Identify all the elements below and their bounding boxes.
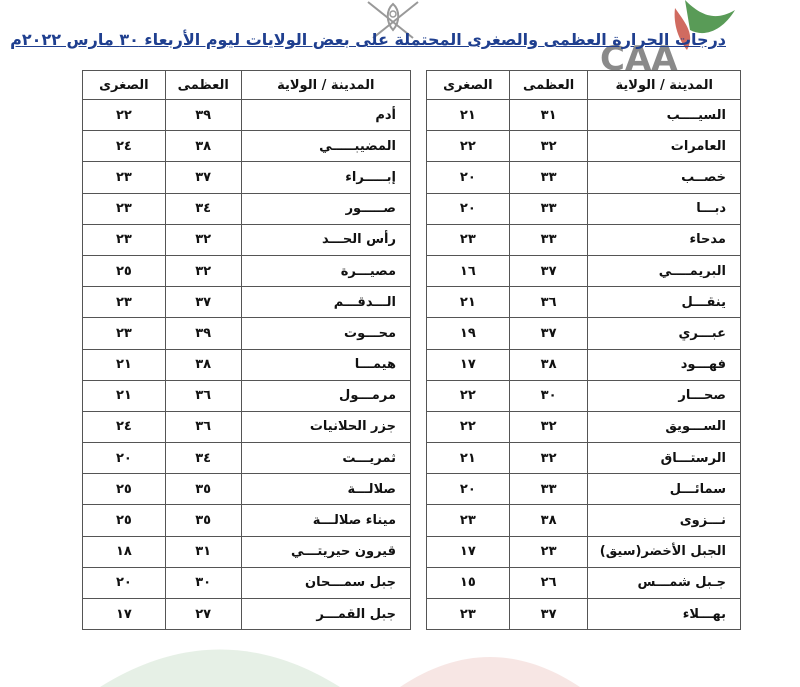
cell-min: ٢١ xyxy=(83,380,166,411)
table-row xyxy=(83,567,411,598)
table-row xyxy=(427,224,741,255)
cell-city: جـبل شمـــس xyxy=(588,567,741,598)
cell-max: ٣٩ xyxy=(165,318,241,349)
cell-min: ٢٣ xyxy=(83,318,166,349)
cell-min: ٢٣ xyxy=(427,599,510,630)
cell-max: ٢٧ xyxy=(165,599,241,630)
cell-city: البريمــــي xyxy=(588,255,741,286)
cell-min: ٢٣ xyxy=(83,287,166,318)
table-row xyxy=(83,287,411,318)
header-max: العظمى xyxy=(165,71,241,100)
cell-max: ٣٠ xyxy=(509,380,588,411)
table-row xyxy=(83,131,411,162)
cell-min: ٢٣ xyxy=(83,162,166,193)
cell-max: ٣٣ xyxy=(509,193,588,224)
cell-max: ٣٨ xyxy=(165,349,241,380)
table-row xyxy=(83,380,411,411)
temperature-table-left xyxy=(82,70,411,630)
cell-city: جبل القمـــر xyxy=(241,599,410,630)
cell-city: خصــب xyxy=(588,162,741,193)
cell-city: الســـويق xyxy=(588,411,741,442)
cell-max: ٣١ xyxy=(165,536,241,567)
table-row xyxy=(427,474,741,505)
cell-max: ٣٣ xyxy=(509,224,588,255)
cell-min: ٢٠ xyxy=(427,474,510,505)
cell-min: ١٦ xyxy=(427,255,510,286)
table-row xyxy=(427,131,741,162)
cell-min: ٢٠ xyxy=(427,162,510,193)
cell-max: ٣٨ xyxy=(509,505,588,536)
cell-max: ٣٧ xyxy=(509,599,588,630)
cell-min: ٢١ xyxy=(427,287,510,318)
cell-max: ٣٨ xyxy=(165,131,241,162)
cell-city: مدحاء xyxy=(588,224,741,255)
cell-max: ٣٤ xyxy=(165,443,241,474)
table-row xyxy=(427,599,741,630)
cell-max: ٢٣ xyxy=(509,536,588,567)
table-row xyxy=(427,318,741,349)
cell-city: جزر الحلانيات xyxy=(241,411,410,442)
cell-min: ٢٤ xyxy=(83,131,166,162)
cell-max: ٣٥ xyxy=(165,505,241,536)
table-row xyxy=(83,474,411,505)
cell-min: ١٩ xyxy=(427,318,510,349)
cell-city: ميناء صلالـــة xyxy=(241,505,410,536)
cell-min: ٢٢ xyxy=(427,380,510,411)
watermark-logo xyxy=(100,627,700,687)
cell-max: ٣٣ xyxy=(509,474,588,505)
cell-city: دبـــا xyxy=(588,193,741,224)
cell-city: العامرات xyxy=(588,131,741,162)
caa-logo-text: CAA xyxy=(600,39,678,78)
cell-city: فهـــود xyxy=(588,349,741,380)
cell-max: ٣٤ xyxy=(165,193,241,224)
table-row xyxy=(83,505,411,536)
cell-min: ٢٠ xyxy=(427,193,510,224)
cell-min: ٢٣ xyxy=(83,193,166,224)
cell-city: مرمـــول xyxy=(241,380,410,411)
cell-city: مصيـــرة xyxy=(241,255,410,286)
cell-min: ١٧ xyxy=(83,599,166,630)
table-row xyxy=(427,193,741,224)
table-row xyxy=(427,380,741,411)
cell-min: ١٨ xyxy=(83,536,166,567)
cell-min: ٢٠ xyxy=(83,443,166,474)
cell-city: سمائـــل xyxy=(588,474,741,505)
cell-city: الجبل الأخضر(سيق) xyxy=(588,536,741,567)
cell-city: بهـــلاء xyxy=(588,599,741,630)
table-header-row xyxy=(427,71,741,100)
table-row xyxy=(83,318,411,349)
table-row xyxy=(83,162,411,193)
cell-min: ٢٣ xyxy=(427,224,510,255)
cell-max: ٢٦ xyxy=(509,567,588,598)
cell-max: ٣٢ xyxy=(165,255,241,286)
cell-city: أدم xyxy=(241,100,410,131)
table-row xyxy=(427,505,741,536)
cell-city: هيمـــا xyxy=(241,349,410,380)
table-row xyxy=(83,100,411,131)
table-row xyxy=(83,599,411,630)
cell-max: ٣٢ xyxy=(509,131,588,162)
cell-min: ١٧ xyxy=(427,536,510,567)
cell-max: ٣٦ xyxy=(165,380,241,411)
cell-max: ٣٢ xyxy=(509,411,588,442)
cell-min: ٢٣ xyxy=(427,505,510,536)
cell-min: ٢١ xyxy=(83,349,166,380)
temperature-table-right xyxy=(426,70,741,630)
cell-min: ٢١ xyxy=(427,100,510,131)
cell-min: ١٧ xyxy=(427,349,510,380)
cell-min: ١٥ xyxy=(427,567,510,598)
table-row xyxy=(83,193,411,224)
cell-min: ٢٢ xyxy=(83,100,166,131)
cell-city: صلالـــة xyxy=(241,474,410,505)
cell-max: ٣٦ xyxy=(165,411,241,442)
cell-min: ٢٠ xyxy=(83,567,166,598)
header-city: المدينة / الولاية xyxy=(241,71,410,100)
cell-min: ٢٥ xyxy=(83,474,166,505)
cell-max: ٣٨ xyxy=(509,349,588,380)
cell-city: صـــــور xyxy=(241,193,410,224)
cell-max: ٣١ xyxy=(509,100,588,131)
table-row xyxy=(83,536,411,567)
cell-city: السيــــب xyxy=(588,100,741,131)
cell-city: جبل سمـــحان xyxy=(241,567,410,598)
table-header-row xyxy=(83,71,411,100)
cell-city: رأس الحـــد xyxy=(241,224,410,255)
table-row xyxy=(427,536,741,567)
cell-city: إبـــــراء xyxy=(241,162,410,193)
cell-max: ٣٧ xyxy=(509,318,588,349)
table-row xyxy=(427,567,741,598)
cell-min: ٢١ xyxy=(427,443,510,474)
cell-city: المضيبـــــي xyxy=(241,131,410,162)
header-min: الصغرى xyxy=(83,71,166,100)
cell-city: الرستـــاق xyxy=(588,443,741,474)
cell-city: ثمريـــت xyxy=(241,443,410,474)
cell-min: ٢٤ xyxy=(83,411,166,442)
table-row xyxy=(83,224,411,255)
cell-city: الـــدقـــم xyxy=(241,287,410,318)
cell-max: ٣٧ xyxy=(509,255,588,286)
table-row xyxy=(427,287,741,318)
cell-min: ٢٥ xyxy=(83,255,166,286)
table-row xyxy=(427,443,741,474)
cell-city: عبـــري xyxy=(588,318,741,349)
cell-city: نـــزوى xyxy=(588,505,741,536)
table-row xyxy=(83,255,411,286)
cell-city: محـــوت xyxy=(241,318,410,349)
cell-min: ٢٢ xyxy=(427,131,510,162)
cell-max: ٣٧ xyxy=(165,287,241,318)
cell-max: ٣٢ xyxy=(165,224,241,255)
table-row xyxy=(427,100,741,131)
table-row xyxy=(83,349,411,380)
cell-min: ٢٣ xyxy=(83,224,166,255)
cell-max: ٣٠ xyxy=(165,567,241,598)
table-row xyxy=(83,411,411,442)
cell-max: ٣٣ xyxy=(509,162,588,193)
table-row xyxy=(83,443,411,474)
table-row xyxy=(427,349,741,380)
table-row xyxy=(427,411,741,442)
cell-min: ٢٢ xyxy=(427,411,510,442)
header-city: المدينة / الولاية xyxy=(588,71,741,100)
page-title: درجات الحرارة العظمى والصغرى المحتملة على بعض الولايات ليوم الأربعاء ٣٠ مارس ٢٠٢٢م xyxy=(10,30,726,49)
cell-city: صحـــار xyxy=(588,380,741,411)
header-max: العظمى xyxy=(509,71,588,100)
cell-max: ٣٩ xyxy=(165,100,241,131)
cell-max: ٣٦ xyxy=(509,287,588,318)
cell-max: ٣٢ xyxy=(509,443,588,474)
cell-city: ينقـــل xyxy=(588,287,741,318)
table-row xyxy=(427,162,741,193)
cell-max: ٣٧ xyxy=(165,162,241,193)
cell-city: قيرون حيريتـــي xyxy=(241,536,410,567)
cell-min: ٢٥ xyxy=(83,505,166,536)
cell-max: ٣٥ xyxy=(165,474,241,505)
table-row xyxy=(427,255,741,286)
header-min: الصغرى xyxy=(427,71,510,100)
